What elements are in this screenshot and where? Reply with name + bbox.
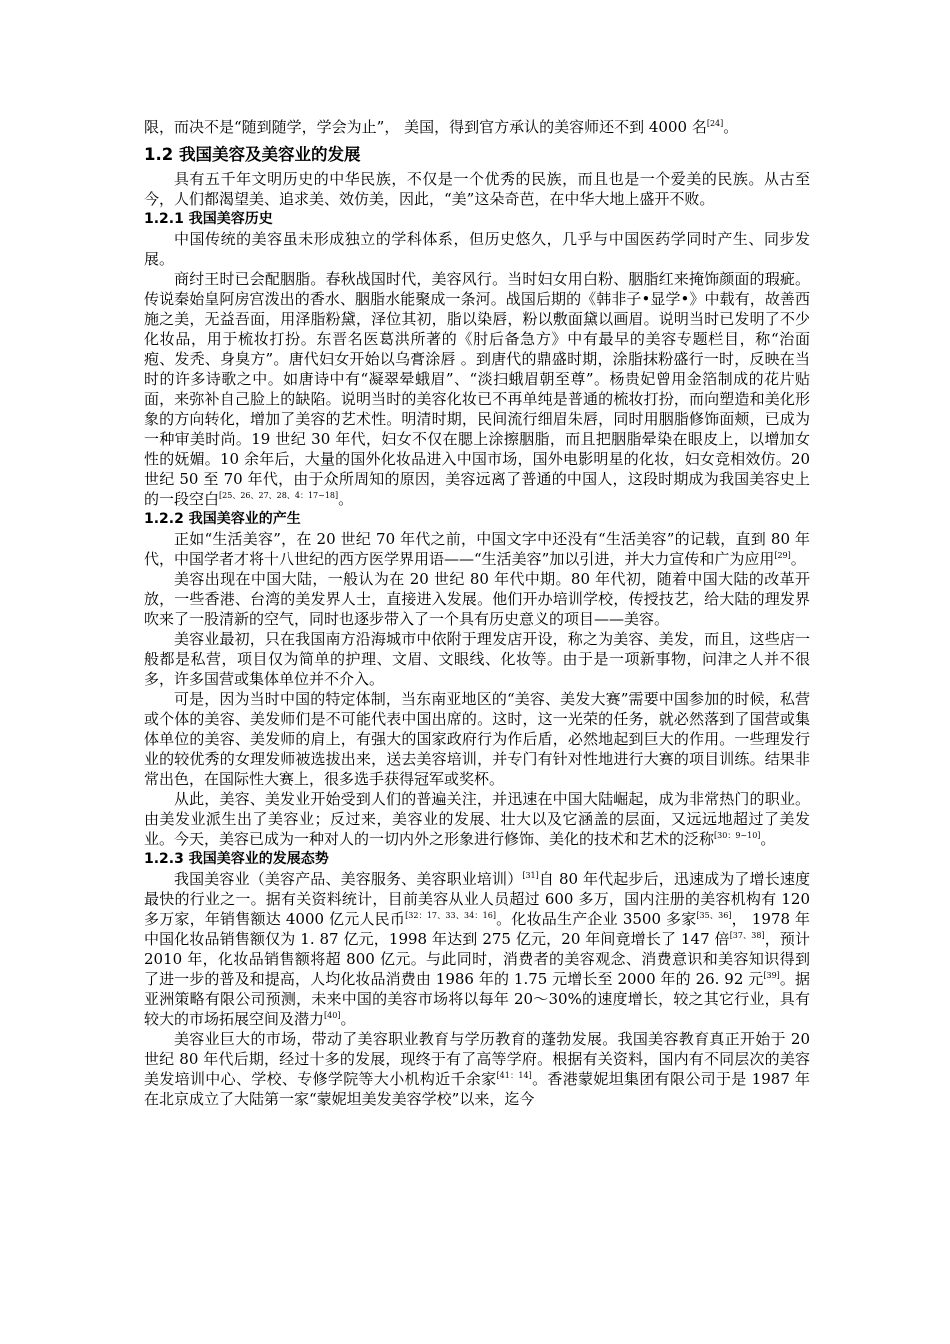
trend-paragraph-2-text: 。香港蒙妮坦集团有限公司于是 1987 年在北京成立了大陆第一家“蒙妮坦美发美容学校”以来，迄今 bbox=[144, 1070, 810, 1108]
citation: [31] bbox=[522, 871, 539, 880]
section-heading: 1.2 我国美容及美容业的发展 bbox=[144, 145, 361, 164]
lead-text: 限，而决不是“随到随学，学会为止”， 美国，得到官方承认的美容师还不到 4000 名 bbox=[144, 118, 707, 136]
origin-paragraph-3: 美容业最初，只在我国南方沿海城市中依附于理发店开设，称之为美容、美发，而且，这些店一般都是私营，项目仅为简单的护理、文眉、文眼线、化妆等。由于是一项新事物，问津之人并不很多，许多国营或集体单位并不介入。 bbox=[144, 630, 810, 688]
origin-paragraph-2: 美容出现在中国大陆，一般认为在 20 世纪 80 年代中期。80 年代初，随着中国大陆的改革开放，一些香港、台湾的美发界人士，直接进入发展。他们开办培训学校，传授技艺，给大陆的理发界吹来了一股清新的空气，同时也逐步带入了一个具有历史意义的项目——美容。 bbox=[144, 570, 810, 628]
trend-paragraph-1-text: 自 80 年代起步后，迅速成为了增长速度最快的行业之一。据有关资料统计，目前美容从业人员超过 600 多万，国内注册的美容机构有 120 多万家，年销售额达 4000 亿元人民币 bbox=[144, 870, 810, 928]
origin-paragraph-1 bbox=[144, 529, 810, 569]
trend-paragraph-2-text: 美容业巨大的市场，带动了美容职业教育与学历教育的蓬勃发展。我国美容教育真正开始于 20 世纪 80 年代后期，经过十多的发展，现终于有了高等学府。根据有关资料，国内有不同层次的美容美发培训中心、学校、专修学院等大小机构近千余家 bbox=[144, 1030, 810, 1088]
citation: [29] bbox=[774, 551, 791, 560]
citation: [35、36] bbox=[696, 911, 732, 920]
origin-paragraph-1-text: 正如“生活美容”，在 20 世纪 70 年代之前，中国文字中还没有“生活美容”的记载，直到 80 年代，中国学者才将十八世纪的西方医学界用语——“生活美容”加以引进，并大力宣传和广为应用 bbox=[144, 530, 810, 568]
trend-paragraph-1-tail: 。 bbox=[340, 1010, 356, 1028]
trend-paragraph-1-text: ，预计 2010 年，化妆品销售额将超 800 亿元。与此同时，消费者的美容观念、消费意识和美容知识得到了进一步的普及和提高，人均化妆品消费由 1986 年的 1.75 元增长至 2000 年的 26. 92 元 bbox=[144, 930, 810, 988]
citation: [37、38] bbox=[729, 931, 765, 940]
lead-paragraph bbox=[144, 117, 810, 137]
citation: [32：17、33、34：16] bbox=[405, 911, 496, 920]
citation: [39] bbox=[763, 971, 780, 980]
subsection-heading-trend: 1.2.3 我国美容业的发展态势 bbox=[144, 851, 329, 867]
history-paragraph-1: 中国传统的美容虽未形成独立的学科体系，但历史悠久，几乎与中国医药学同时产生、同步发展。 bbox=[144, 230, 810, 268]
trend-paragraph-1-text: 。化妆品生产企业 3500 多家 bbox=[495, 910, 697, 928]
trend-paragraph-1-text: 。据亚洲策略有限公司预测，未来中国的美容市场将以每年 20～30%的速度增长，较之其它行业，具有较大的市场拓展空间及潜力 bbox=[144, 970, 810, 1028]
trend-paragraph-1 bbox=[144, 869, 810, 1029]
history-paragraph-2-tail: 。 bbox=[338, 490, 354, 508]
origin-paragraph-4: 可是，因为当时中国的特定体制，当东南亚地区的“美容、美发大赛”需要中国参加的时候，私营或个体的美容、美发师们是不可能代表中国出席的。这时，这一光荣的任务，就必然落到了国营或集体单位的美容、美发师的肩上，有强大的国家政府行为作后盾，必然地起到巨大的作用。一些理发行业的较优秀的女理发师被选拔出来，送去美容培训，并专门有针对性地进行大赛的项目训练。结果非常出色，在国际性大赛上，很多选手获得冠军或奖杯。 bbox=[144, 690, 810, 788]
citation: [40] bbox=[324, 1011, 341, 1020]
origin-paragraph-5 bbox=[144, 789, 810, 849]
citation: [30：9~10] bbox=[714, 831, 761, 840]
origin-paragraph-5-tail: 。 bbox=[760, 830, 776, 848]
origin-paragraph-1-tail: 。 bbox=[790, 550, 806, 568]
section-intro-paragraph: 具有五千年文明历史的中华民族，不仅是一个优秀的民族，而且也是一个爱美的民族。从古至今，人们都渴望美、追求美、效仿美，因此，“美”这朵奇芭，在中华大地上盛开不败。 bbox=[144, 170, 810, 208]
trend-paragraph-2 bbox=[144, 1029, 810, 1109]
trend-paragraph-1-text: 我国美容业（美容产品、美容服务、美容职业培训） bbox=[174, 870, 523, 888]
citation: [41：14] bbox=[496, 1071, 532, 1080]
history-paragraph-2-text: 商纣王时已会配胭脂。春秋战国时代，美容风行。当时妇女用白粉、胭脂红来掩饰颜面的瑕疵。传说秦始皇阿房宫泼出的香水、胭脂水能聚成一条河。战国后期的《韩非子•显学•》中载有，故善西施之美，无益吾面，用泽脂粉黛，泽位其初，脂以染唇，粉以敷面黛以画眉。说明当时已发明了不少化妆品，用于梳妆打扮。东晋名医葛洪所著的《肘后备急方》中有最早的美容专题栏目，称“治面疱、发秃、身臭方”。唐代妇女开始以乌膏涂唇 。到唐代的鼎盛时期，涂脂抹粉盛行一时，反映在当时的许多诗歌之中。如唐诗中有“凝翠晕蛾眉”、“淡扫蛾眉朝至尊”。杨贵妃曾用金箔制成的花片贴面，来弥补自己脸上的缺陷。说明当时的美容化妆已不再单纯是普通的梳妆打扮，而向塑造和美化形象的方向转化，增加了美容的艺术性。明清时期，民间流行细眉朱唇，同时用胭脂修饰面颊，已成为一种审美时尚。19 世纪 30 年代，妇女不仅在腮上涂擦胭脂，而且把胭脂晕染在眼皮上，以增加女性的妩媚。10 余年后，大量的国外化妆品进入中国市场，国外电影明星的化妆，妇女竞相效仿。20 世纪 50 至 70 年代，由于众所周知的原因，美容远离了普通的中国人，这段时期成为我国美容史上的一段空白 bbox=[144, 270, 810, 508]
origin-paragraph-5-text: 从此，美容、美发业开始受到人们的普遍关注，并迅速在中国大陆崛起，成为非常热门的职业。由美发业派生出了美容业；反过来，美容业的发展、壮大以及它涵盖的层面，又远远地超过了美发业。今天，美容已成为一种对人的一切内外之形象进行修饰、美化的技术和艺术的泛称 bbox=[144, 790, 810, 848]
lead-tail: 。 bbox=[723, 118, 739, 136]
subsection-heading-history: 1.2.1 我国美容历史 bbox=[144, 211, 273, 227]
history-paragraph-2 bbox=[144, 269, 810, 509]
subsection-heading-origin: 1.2.2 我国美容业的产生 bbox=[144, 511, 301, 527]
citation: [25、26、27、28、4：17~18] bbox=[219, 491, 339, 500]
citation: [24] bbox=[706, 119, 724, 128]
trend-paragraph-1-text: ， 1978 年中国化妆品销售额仅为 1. 87 亿元，1998 年达到 275 亿元，20 年间竟增长了 147 倍 bbox=[144, 910, 811, 948]
